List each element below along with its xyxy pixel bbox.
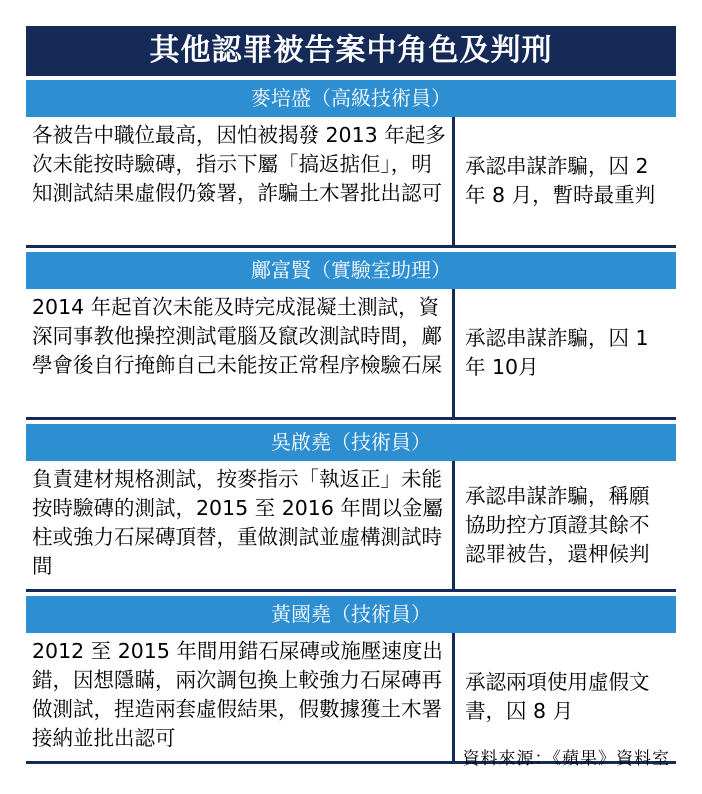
case-verdict: 承認串謀詐騙，稱願協助控方頂證其餘不認罪被告，還柙候判 (465, 483, 650, 566)
cases-table (26, 26, 676, 764)
case-verdict: 承認兩項使用虛假文書，囚 8 月 (465, 670, 650, 723)
case-row-1 (26, 117, 676, 248)
person-header-3: 吳啟堯（技術員） (26, 424, 676, 461)
case-description: 2014 年起首次未能及時完成混凝土測試，資深同事教他操控測試電腦及竄改測試時間，鄺學會後自行掩飾自己未能按正常程序檢驗石屎 (26, 289, 455, 417)
case-verdict: 承認串謀詐騙，囚 1年 10月 (465, 326, 649, 379)
table-title: 其他認罪被告案中角色及判刑 (26, 26, 676, 76)
person-header-1: 麥培盛（高級技術員） (26, 80, 676, 117)
case-row-2 (26, 289, 676, 420)
case-description: 各被告中職位最高，因怕被揭發 2013 年起多次未能按時驗磚，指示下屬「搞返掂佢」，明知測試結果虛假仍簽署，詐騙土木署批出認可 (26, 117, 455, 245)
case-verdict: 承認串謀詐騙，囚 2 年 8 月，暫時最重判 (465, 154, 656, 207)
source-credit: 資料來源：《蘋果》資料室 (462, 749, 670, 769)
person-header-4: 黃國堯（技術員） (26, 596, 676, 633)
case-description: 負責建材規格測試，按麥指示「執返正」未能按時驗磚的測試，2015 至 2016 年間以金屬柱或強力石屎磚頂替，重做測試並虛構測試時間 (26, 461, 455, 589)
case-description: 2012 至 2015 年間用錯石屎磚或施壓速度出錯，因想隱瞞，兩次調包換上較強力石屎磚再做測試，捏造兩套虛假結果，假數據獲土木署接納並批出認可 (26, 633, 455, 761)
case-row-3 (26, 461, 676, 592)
person-header-2: 鄺富賢（實驗室助理） (26, 252, 676, 289)
